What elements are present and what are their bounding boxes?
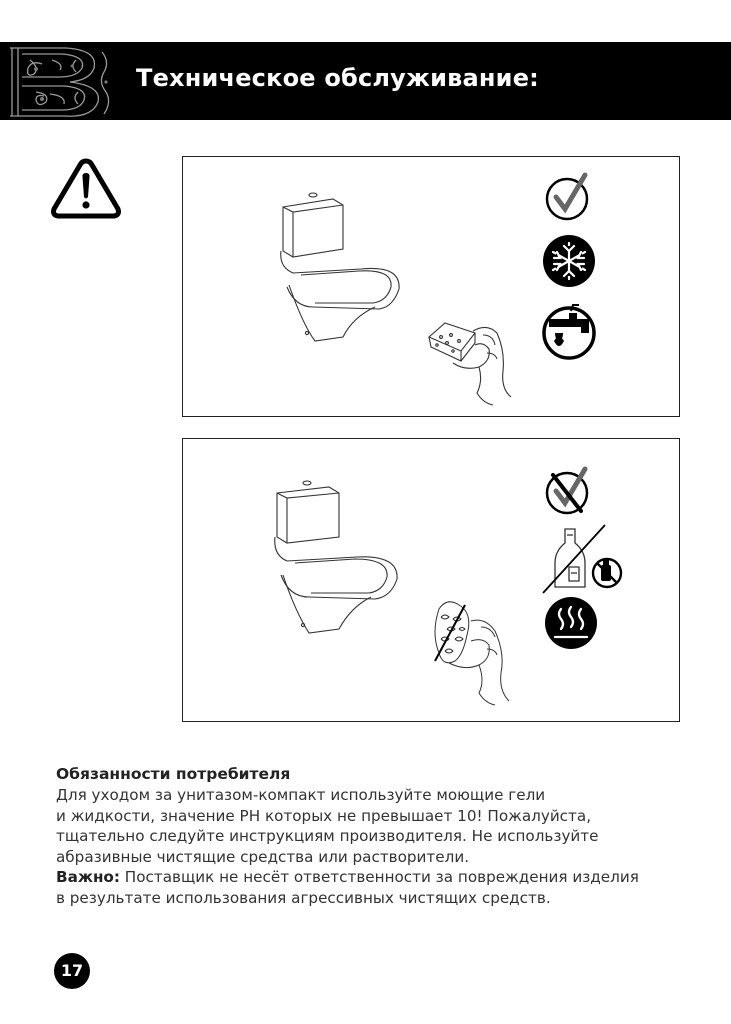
consumer-responsibilities-section [56, 765, 676, 908]
body-line: тщательно следуйте инструкциям производителя. Не используйте [56, 827, 599, 845]
section-body [56, 785, 676, 908]
page-title: Техническое обслуживание: [136, 64, 539, 92]
important-line [56, 867, 676, 888]
body-line: Для уходом за унитазом-компакт используйте моющие гели [56, 786, 546, 804]
snowflake-icon [543, 235, 595, 287]
faucet-drop-icon [544, 305, 594, 358]
check-mark-icon [547, 175, 587, 219]
care-instructions-panel [182, 156, 680, 417]
body-line: в результате использования агрессивных чистящих средств. [56, 888, 551, 907]
section-title: Обязанности потребителя [56, 765, 291, 783]
page-number-badge: 17 [54, 953, 90, 989]
toilet-illustration [281, 193, 399, 341]
scouring-pad-in-hand-illustration [435, 602, 509, 705]
important-label: Важно: [56, 868, 120, 886]
body-line: абразивные чистящие средства или растворители. [56, 847, 470, 866]
check-mark-crossed-icon [547, 469, 587, 513]
sponge-in-hand-illustration [429, 323, 511, 405]
hot-water-icon [545, 597, 597, 649]
prohibited-cleaning-panel [182, 438, 680, 722]
body-line: и жидкости, значение PH которых не превышает 10! Пожалуйста, [56, 806, 592, 825]
ornamental-letter-b-logo [6, 42, 118, 120]
header-bar [0, 42, 731, 120]
important-text: Поставщик не несёт ответственности за повреждения изделия [119, 868, 639, 886]
toilet-illustration [275, 481, 397, 633]
warning-triangle-icon [48, 155, 124, 221]
spray-can-prohibited-icon [593, 559, 621, 587]
